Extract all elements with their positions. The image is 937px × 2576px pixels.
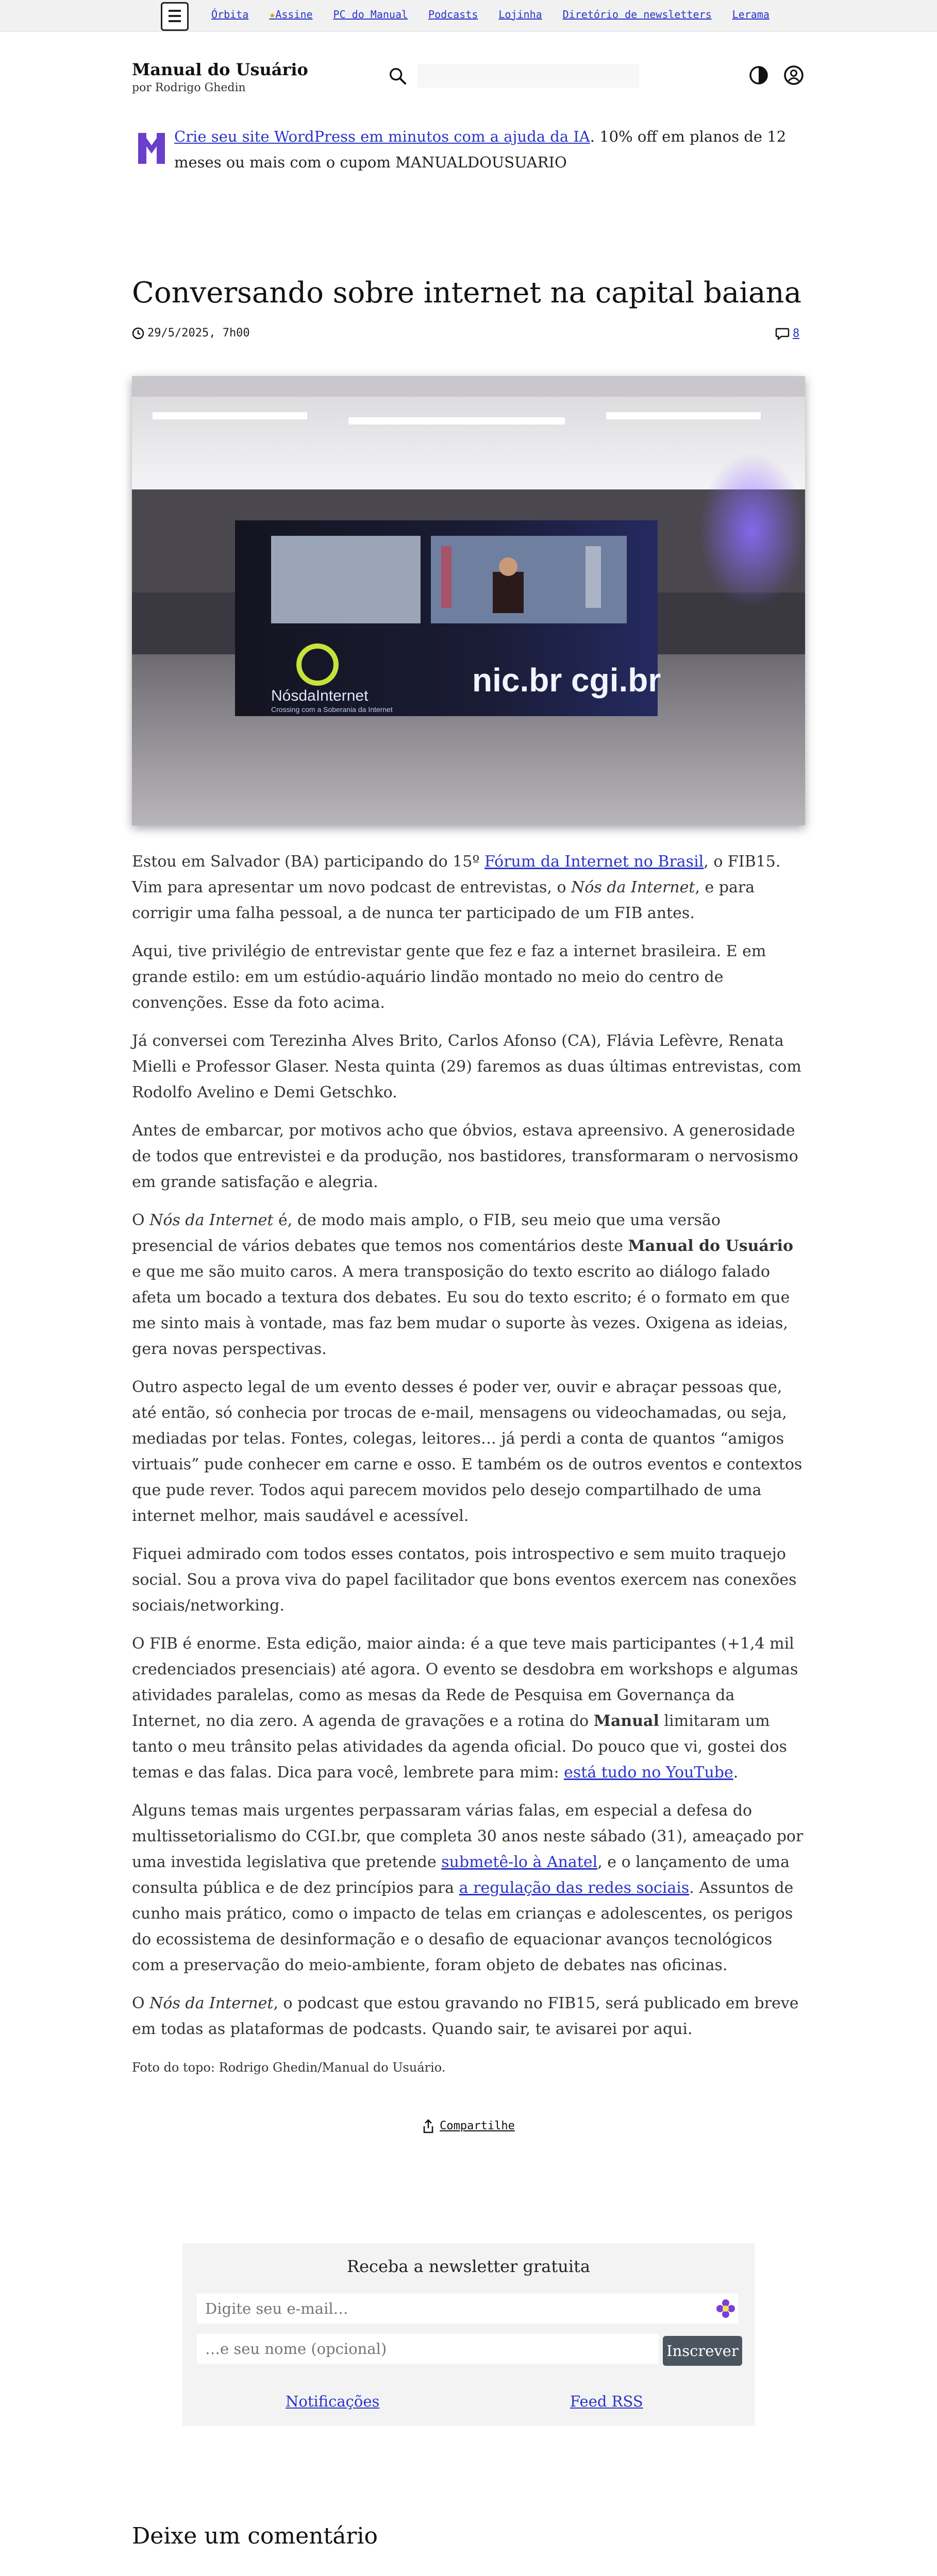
link-forum[interactable]: Fórum da Internet no Brasil <box>484 853 704 871</box>
paragraph <box>132 1208 805 1362</box>
top-link-assine[interactable] <box>269 8 312 21</box>
share-button[interactable] <box>132 2113 805 2139</box>
paragraph: Já conversei com Terezinha Alves Brito, Carlos Afonso (CA), Flávia Lefèvre, Renata Mielli e Professor Glaser. Nesta quinta (29) faremos as duas últimas entrevistas, com Rodolfo Avelino e Demi Getschko. <box>132 1032 801 1101</box>
text: , o FIB15. Vim para apresentar um novo podcast de entrevistas, o <box>132 853 781 896</box>
comment-count-link[interactable] <box>775 327 799 340</box>
post-title: Conversando sobre internet na capital baiana <box>132 276 801 310</box>
newsletter-name-input[interactable] <box>197 2334 659 2364</box>
share-label[interactable]: Compartilhe <box>440 2120 515 2132</box>
newsletter-email-input[interactable] <box>197 2294 738 2324</box>
paragraph: Antes de embarcar, por motivos acho que óbvios, estava apreensivo. A generosidade de todos que entrevistei e da produção, nos bastidores, transformaram o nervosismo em grande satisfação e alegria. <box>132 1122 798 1191</box>
newsletter-box <box>182 2243 755 2426</box>
text: , e o lançamento de uma consulta pública e de dez princípios para <box>132 1853 790 1897</box>
strong: Manual do Usuário <box>628 1237 794 1255</box>
contrast-toggle-icon[interactable] <box>748 65 769 86</box>
link-youtube[interactable]: está tudo no YouTube <box>564 1764 733 1782</box>
hero-brand-sub: Crossing com a Soberania da Internet <box>271 705 393 714</box>
text: Alguns temas mais urgentes perpassaram várias falas, em especial a defesa do multissetorialismo do CGI.br, que completa 30 anos neste sábado (31), ameaçado por uma investida legislativa que pretende <box>132 1802 804 1871</box>
comment-bubble-icon <box>775 327 790 340</box>
text: . <box>733 1764 739 1782</box>
link-anatel[interactable]: submetê-lo à Anatel <box>441 1853 598 1871</box>
notifications-link[interactable]: Notificações <box>286 2393 380 2410</box>
comments-title: Deixe um comentário <box>132 2523 378 2549</box>
site-subtitle: por Rodrigo Ghedin <box>132 81 246 94</box>
paragraph <box>132 1631 805 1786</box>
top-link-podcasts[interactable]: Podcasts <box>428 8 478 21</box>
newsletter-subscribe-button[interactable]: Inscrever <box>663 2336 742 2366</box>
top-link-orbita[interactable]: Órbita <box>211 8 249 21</box>
text: . Assuntos de cunho mais prático, como o impacto de telas em crianças e adolescentes, os perigos do ecossistema de desinformação e o desafio de equacionar avanços tecnológicos com a preservação do meio-ambiente, foram objeto de debates nas oficinas. <box>132 1879 794 1974</box>
comment-count: 8 <box>793 327 800 340</box>
text: O <box>132 1211 150 1229</box>
hero-brand-right: nic.br cgi.br <box>472 662 661 699</box>
paragraph <box>132 1798 805 1978</box>
promo-link[interactable]: Crie seu site WordPress em minutos com a ajuda da IA <box>174 128 590 145</box>
promo-text: . 10% off em planos de 12 meses ou mais com o cupom MANUALDOUSUARIO <box>174 128 787 171</box>
clock-icon <box>132 327 144 340</box>
emphasis: Nós da Internet <box>571 878 695 896</box>
post-date-text: 29/5/2025, 7h00 <box>147 327 250 340</box>
paragraph: Outro aspecto legal de um evento desses é poder ver, ouvir e abraçar pessoas que, até então, só conhecia por trocas de e-mail, mensagens ou videochamadas, ou seja, mediadas por telas. Fontes, colegas, leitores… já perdi a conta de quantos “amigos virtuais” pude conhecer em carne e osso. E também os de outros eventos e contextos que pude rever. Todos aqui parecem movidos pelo desejo compartilhado de uma internet melhor, mais saudável e acessível. <box>132 1378 802 1525</box>
top-link-lojinha[interactable]: Lojinha <box>498 8 542 21</box>
paragraph <box>132 1991 805 2042</box>
text: e que me são muito caros. A mera transposição do texto escrito ao diálogo falado afeta um bocado a textura dos debates. Eu sou do texto escrito; é o formato em que me sinto mais à vontade, mas faz bem mudar o suporte às vezes. Oxigena as ideias, gera novas perspectivas. <box>132 1263 790 1358</box>
top-links <box>211 8 769 21</box>
text: O <box>132 1994 150 2012</box>
text: limitaram um tanto o meu trânsito pelas atividades da agenda oficial. Do pouco que vi, gostei dos temas e das falas. Dica para você, lembrete para mim: <box>132 1712 788 1782</box>
paragraph: Aqui, tive privilégio de entrevistar gente que fez e faz a internet brasileira. E em grande estilo: em um estúdio-aquário lindão montado no meio do centro de convenções. Esse da foto acima. <box>132 942 766 1012</box>
text: é, de modo mais amplo, o FIB, seu meio que uma versão presencial de vários debates que temos nos comentários deste <box>132 1211 721 1255</box>
top-navigation-bar <box>0 0 937 32</box>
text: Estou em Salvador (BA) participando do 15º <box>132 853 484 871</box>
rss-feed-link[interactable]: Feed RSS <box>570 2393 643 2410</box>
strong: Manual <box>593 1712 659 1730</box>
user-account-icon[interactable] <box>783 65 804 86</box>
newsletter-title: Receba a newsletter gratuita <box>346 2257 591 2276</box>
article-body <box>132 849 805 2139</box>
text: O FIB é enorme. Esta edição, maior ainda: é a que teve mais participantes (+1,4 mil credenciados presenciais) até agora. O evento se desdobra em workshops e algumas atividades paralelas, como as mesas da Rede de Pesquisa em Governança da Internet, no dia zero. A agenda de gravações e a rotina do <box>132 1635 798 1730</box>
link-regulacao[interactable]: a regulação das redes sociais <box>459 1879 690 1897</box>
search-input[interactable] <box>417 64 639 88</box>
site-title[interactable]: Manual do Usuário <box>132 60 308 79</box>
post-date <box>132 327 250 340</box>
top-link-lerama[interactable]: Lerama <box>732 8 769 21</box>
menu-icon[interactable] <box>161 2 189 31</box>
emphasis: Nós da Internet <box>149 1211 274 1229</box>
paragraph: Fiquei admirado com todos esses contatos, pois introspectivo e sem muito traquejo social. Sou a prova viva do papel facilitador que bons eventos exercem nas conexões sociais/networking. <box>132 1545 797 1615</box>
hero-photo-studio <box>132 376 805 825</box>
wordpress-promo-logo <box>138 131 165 165</box>
hero-image <box>132 376 805 825</box>
paragraph <box>132 849 805 926</box>
search-icon[interactable] <box>388 66 407 86</box>
emphasis: Nós da Internet <box>149 1994 274 2012</box>
top-link-assine-label: Assine <box>275 8 313 21</box>
photo-caption: Foto do topo: Rodrigo Ghedin/Manual do Usuário. <box>132 2060 446 2075</box>
star-icon: ★ <box>269 8 276 21</box>
text: , e para corrigir uma falha pessoal, a de nunca ter participado de um FIB antes. <box>132 878 755 922</box>
text: , o podcast que estou gravando no FIB15, será publicado em breve em todas as plataformas de podcasts. Quando sair, te avisarei por aqui. <box>132 1994 799 2038</box>
promo-banner <box>174 124 813 175</box>
password-manager-icon[interactable] <box>715 2298 736 2319</box>
share-icon <box>422 2119 434 2133</box>
top-link-diretorio[interactable]: Diretório de newsletters <box>562 8 712 21</box>
top-link-pc-do-manual[interactable]: PC do Manual <box>333 8 408 21</box>
hero-brand-main: NósdaInternet <box>271 687 369 704</box>
